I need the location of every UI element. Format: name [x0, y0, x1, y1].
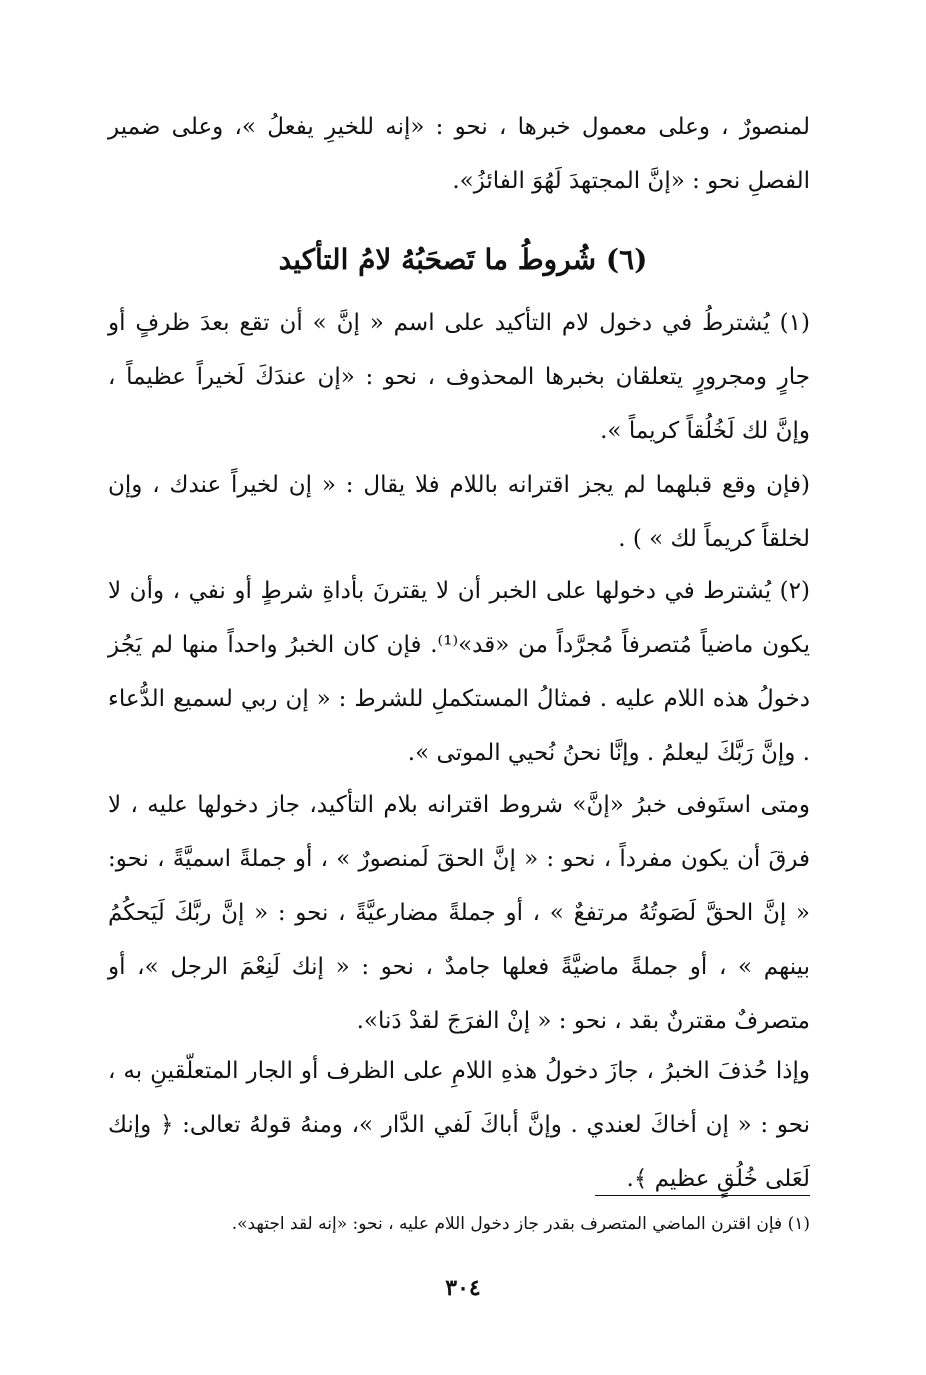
- footnote-divider: [595, 1195, 810, 1196]
- condition-2-paragraph: (٢) يُشترط في دخولها على الخبر أن لا يقترنَ بأداةِ شرطٍ أو نفي ، وأن لا يكون ماضياً مُتصرفاً مُجرَّداً من «قد»⁽¹⁾. فإن كان الخبرُ واحداً منها لم يَجُز دخولُ هذه اللام عليه . فمثالُ المستكملِ للشرط : « إن ربي لسميع الدُّعاء . وإنَّ رَبَّكَ ليعلمُ . وإنَّا نحنُ نُحيي الموتى ».: [108, 578, 810, 766]
- intro-paragraph: لمنصورٌ ، وعلى معمول خبرها ، نحو : «إنه للخيرِ يفعلُ »، وعلى ضمير الفصلِ نحو : «إنَّ المجتهدَ لَهُوَ الفائزُ».: [108, 114, 810, 194]
- omitted-predicate-paragraph: وإذا حُذفَ الخبرُ ، جازَ دخولُ هذهِ اللامِ على الظرف أو الجار المتعلّقينِ به ، نحو : « إن أخاكَ لعندي . وإنَّ أباكَ لَفي الدَّار »، ومنهُ قولهُ تعالى: ﴿ وإنك لَعَلى خُلُقٍ عظيم ﴾.: [108, 1058, 810, 1192]
- predicate-types-paragraph: ومتى استَوفى خبرُ «إنَّ» شروط اقترانه بلام التأكيد، جاز دخولها عليه ، لا فرقَ أن يكون مفرداً ، نحو : « إنَّ الحقَ لَمنصورٌ » ، أو جملةً اسميَّةً ، نحو: « إنَّ الحقَّ لَصَوتُهُ مرتفعٌ » ، أو جملةً مضارعيَّةً ، نحو : « إنَّ ربَّكَ لَيَحكُمُ بينهم » ، أو جملةً ماضيَّةً فعلها جامدٌ ، نحو : « إنك لَنِعْمَ الرجل »، أو متصرفٌ مقترنٌ بقد ، نحو : « إنْ الفرَجَ لقدْ دَنا».: [108, 792, 810, 1034]
- section-heading: (٦) شُروطُ ما تَصحَبُهُ لامُ التأكيد: [278, 243, 648, 276]
- condition-1-paragraph: (١) يُشترطُ في دخول لام التأكيد على اسم « إنَّ » أن تقع بعدَ ظرفٍ أو جارٍ ومجرورٍ يتعلقان بخبرها المحذوف ، نحو : «إن عندَكَ لَخيراً عظيماً ، وإنَّ لك لَخُلُقاً كريماً ».: [108, 310, 810, 444]
- footnote: (١) فإن اقترن الماضي المتصرف بقدر جاز دخول اللام عليه ، نحو: «إنه لقد اجتهد».: [231, 1214, 810, 1234]
- condition-1-note-paragraph: (فإن وقع قبلهما لم يجز اقترانه باللام فلا يقال : « إن لخيراً عندك ، وإن لخلقاً كريماً لك » ) .: [108, 472, 810, 552]
- page-number: ٣٠٤: [445, 1275, 481, 1301]
